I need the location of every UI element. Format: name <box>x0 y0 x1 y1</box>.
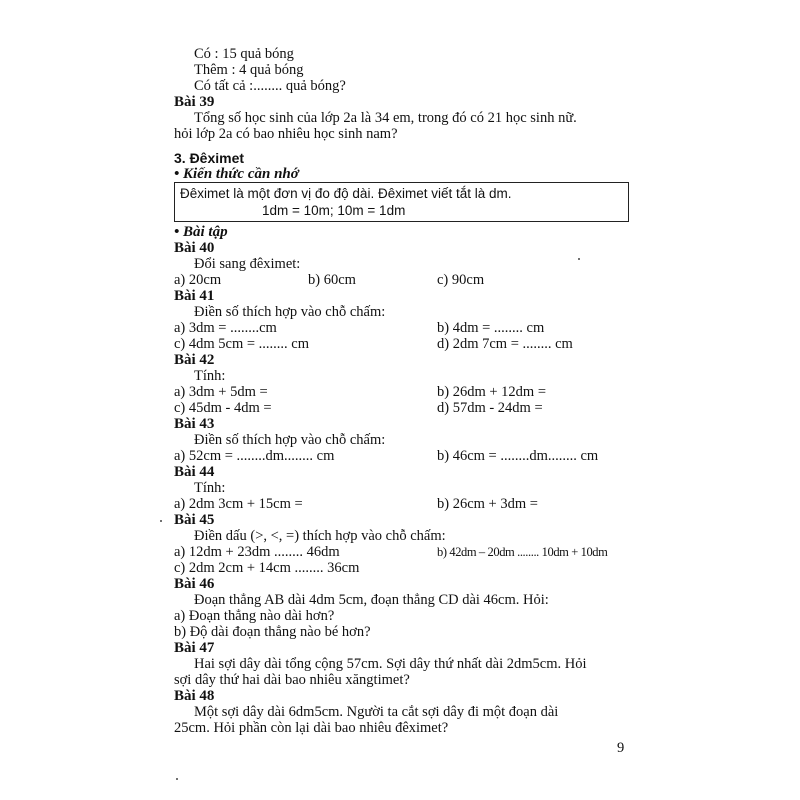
bai42-b: b) 26dm + 12dm = <box>437 384 546 400</box>
bai46-b: b) Độ dài đoạn thẳng nào bé hơn? <box>174 624 371 640</box>
bai41-title: Bài 41 <box>174 288 215 304</box>
bai46-line-1: Đoạn thẳng AB dài 4dm 5cm, đoạn thẳng CD dài 46cm. Hỏi: <box>194 592 549 608</box>
bai43-a: a) 52cm = ........dm........ cm <box>174 448 335 464</box>
bai45-prompt: Điền dấu (>, <, =) thích hợp vào chỗ chấm: <box>194 528 446 544</box>
page-number: 9 <box>617 740 625 756</box>
intro-line-3: Có tất cả :........ quả bóng? <box>194 78 346 94</box>
bai39-line-2: hỏi lớp 2a có bao nhiêu học sinh nam? <box>174 126 398 142</box>
bai47-line-2: sợi dây thứ hai dài bao nhiêu xăngtimet? <box>174 672 410 688</box>
section-title: 3. Đêximet <box>174 150 245 166</box>
intro-line-1: Có : 15 quả bóng <box>194 46 294 62</box>
bai41-prompt: Điền số thích hợp vào chỗ chấm: <box>194 304 386 320</box>
bai40-a: a) 20cm <box>174 272 222 288</box>
scan-speck <box>578 258 580 260</box>
bai42-c: c) 45dm - 4dm = <box>174 400 272 416</box>
exercises-heading: • Bài tập <box>174 224 228 240</box>
bai40-title: Bài 40 <box>174 240 215 256</box>
bai41-c: c) 4dm 5cm = ........ cm <box>174 336 310 352</box>
bai48-line-2: 25cm. Hỏi phần còn lại dài bao nhiêu đêximet? <box>174 720 449 736</box>
bai40-c: c) 90cm <box>437 272 485 288</box>
knowledge-line-1: Đêximet là một đơn vị đo độ dài. Đêximet viết tắt là dm. <box>180 186 512 201</box>
bai45-c: c) 2dm 2cm + 14cm ........ 36cm <box>174 560 360 576</box>
bai41-b: b) 4dm = ........ cm <box>437 320 545 336</box>
bai43-title: Bài 43 <box>174 416 215 432</box>
bai41-d: d) 2dm 7cm = ........ cm <box>437 336 573 352</box>
knowledge-heading: • Kiến thức cần nhớ <box>174 166 299 182</box>
bai43-prompt: Điền số thích hợp vào chỗ chấm: <box>194 432 386 448</box>
bai44-a: a) 2dm 3cm + 15cm = <box>174 496 303 512</box>
bai45-a: a) 12dm + 23dm ........ 46dm <box>174 544 340 560</box>
bai42-prompt: Tính: <box>194 368 226 384</box>
bai40-prompt: Đổi sang đêximet: <box>194 256 301 272</box>
scan-speck <box>160 520 162 522</box>
bai47-line-1: Hai sợi dây dài tổng cộng 57cm. Sợi dây thứ nhất dài 2dm5cm. Hỏi <box>194 656 587 672</box>
bai46-a: a) Đoạn thẳng nào dài hơn? <box>174 608 335 624</box>
bai48-line-1: Một sợi dây dài 6dm5cm. Người ta cắt sợi dây đi một đoạn dài <box>194 704 559 720</box>
bai40-b: b) 60cm <box>308 272 356 288</box>
bai45-title: Bài 45 <box>174 512 215 528</box>
bai45-b: b) 42dm – 20dm ........ 10dm + 10dm <box>437 545 608 559</box>
bai42-a: a) 3dm + 5dm = <box>174 384 268 400</box>
bai39-line-1: Tổng số học sinh của lớp 2a là 34 em, trong đó có 21 học sinh nữ. <box>194 110 577 126</box>
bai48-title: Bài 48 <box>174 688 215 704</box>
bai47-title: Bài 47 <box>174 640 215 656</box>
scan-speck <box>176 778 178 780</box>
bai41-a: a) 3dm = ........cm <box>174 320 277 336</box>
bai44-prompt: Tính: <box>194 480 226 496</box>
bai39-title: Bài 39 <box>174 94 215 110</box>
bai43-b: b) 46cm = ........dm........ cm <box>437 448 599 464</box>
bai42-d: d) 57dm - 24dm = <box>437 400 543 416</box>
intro-line-2: Thêm : 4 quả bóng <box>194 62 304 78</box>
bai46-title: Bài 46 <box>174 576 215 592</box>
knowledge-line-2: 1dm = 10m; 10m = 1dm <box>262 203 406 218</box>
bai44-b: b) 26cm + 3dm = <box>437 496 538 512</box>
bai44-title: Bài 44 <box>174 464 215 480</box>
bai42-title: Bài 42 <box>174 352 215 368</box>
